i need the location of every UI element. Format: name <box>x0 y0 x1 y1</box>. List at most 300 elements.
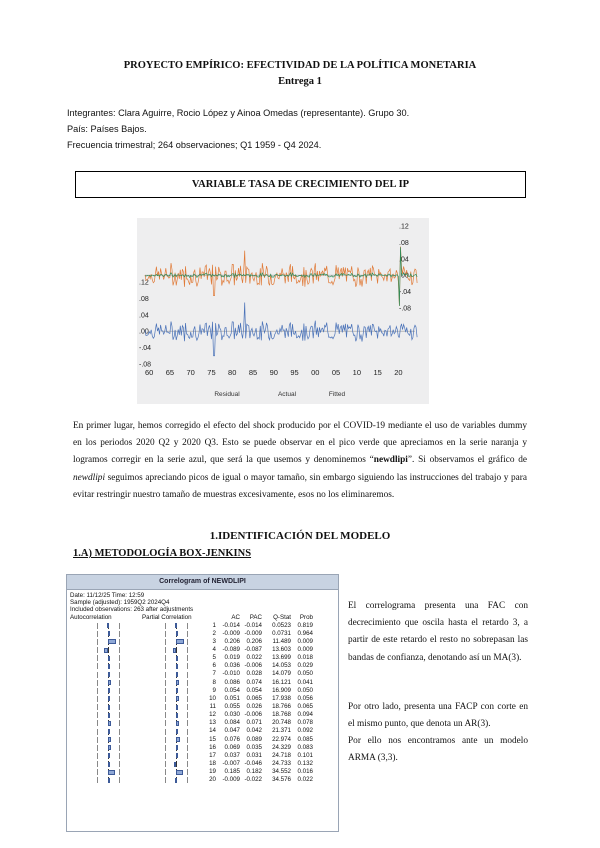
partial-correlation-bar-cell <box>142 646 216 654</box>
subsection-1a-title: 1.A) METODOLOGÍA BOX-JENKINS <box>73 548 252 559</box>
confidence-band-left <box>165 631 166 637</box>
correlogram-header-row <box>70 614 338 622</box>
prob-value: 0.018 <box>297 654 313 662</box>
pac-bar <box>176 631 178 636</box>
right-axis-tick: .12 <box>399 223 409 231</box>
confidence-band-left <box>165 720 166 726</box>
qstat-value: 17.938 <box>272 694 291 702</box>
arma-conclusion: Por ello nos encontramos ante un modelo ARMA (3,3). <box>348 736 528 764</box>
prob-value: 0.092 <box>297 727 313 735</box>
ac-value: -0.009 <box>222 629 240 637</box>
qstat-value: 14.079 <box>272 670 291 678</box>
confidence-band-right <box>187 720 188 726</box>
confidence-band-left <box>97 688 98 694</box>
pac-bar <box>176 713 178 718</box>
partial-correlation-bar-cell <box>142 654 216 662</box>
autocorrelation-bar-cell <box>70 711 142 719</box>
lag-cell: 3 <box>212 637 216 645</box>
right-axis-tick: -.08 <box>399 305 412 313</box>
qstat-value: 16.121 <box>272 678 291 686</box>
lag-cell: 8 <box>212 678 216 686</box>
qstat-value: 13.603 <box>272 646 291 654</box>
pac-bar <box>176 753 178 758</box>
pac-bar <box>176 656 178 661</box>
autocorrelation-bar-cell <box>70 776 142 784</box>
x-axis-tick: 05 <box>331 368 341 377</box>
correlogram-row <box>70 768 338 776</box>
confidence-band-left <box>97 672 98 678</box>
pac-bar <box>176 688 178 693</box>
members-line: Integrantes: Clara Aguirre, Rocio López y Ainoa Omedas (representante). Grupo 30. <box>67 108 410 118</box>
ac-value: 0.036 <box>224 662 240 670</box>
left-axis-tick: -.08 <box>139 361 152 369</box>
confidence-band-left <box>97 663 98 669</box>
confidence-band-right <box>187 631 188 637</box>
confidence-band-right <box>187 680 188 686</box>
confidence-band-right <box>187 639 188 645</box>
x-axis-tick: 80 <box>228 368 237 377</box>
partial-correlation-bar-cell <box>142 671 216 679</box>
confidence-band-right <box>119 672 120 678</box>
pac-value: 0.028 <box>246 670 262 678</box>
qstat-value: 11.489 <box>272 637 291 645</box>
prob-value: 0.085 <box>297 735 313 743</box>
autocorrelation-bar-cell <box>70 695 142 703</box>
pac-value: -0.006 <box>244 662 262 670</box>
lag-cell: 2 <box>212 629 216 637</box>
pac-bar <box>176 639 184 644</box>
lag-cell: 6 <box>212 662 216 670</box>
confidence-band-right <box>119 777 120 783</box>
x-axis-tick: 75 <box>207 368 216 377</box>
correlogram-row <box>70 719 338 727</box>
correlogram-row <box>70 736 338 744</box>
section-1-title: 1.IDENTIFICACIÓN DEL MODELO <box>209 530 391 542</box>
lag-cell: 18 <box>209 760 216 767</box>
ac-bar <box>107 623 109 628</box>
autocorrelation-bar-cell <box>70 654 142 662</box>
autocorrelation-bar-cell <box>70 638 142 646</box>
confidence-band-left <box>97 623 98 629</box>
header-qstat: Q-Stat <box>273 613 291 621</box>
legend-residual: Residual <box>214 391 240 398</box>
qstat-value: 21.371 <box>272 727 291 735</box>
newdlipi-italic: newdlipi <box>73 472 106 483</box>
confidence-band-right <box>119 631 120 637</box>
confidence-band-right <box>187 688 188 694</box>
lag-cell: 4 <box>212 646 216 654</box>
qstat-value: 24.329 <box>272 743 291 751</box>
lag-cell: 16 <box>209 743 216 751</box>
ac-bar <box>108 770 115 775</box>
pac-value: 0.031 <box>246 751 262 759</box>
ac-value: -0.007 <box>222 760 240 767</box>
autocorrelation-bar-cell <box>70 719 142 727</box>
pac-bar <box>176 680 179 685</box>
correlogram-row <box>70 687 338 695</box>
autocorrelation-bar-cell <box>70 671 142 679</box>
confidence-band-left <box>165 753 166 759</box>
prob-value: 0.009 <box>297 637 313 645</box>
confidence-band-left <box>165 663 166 669</box>
prob-value: 0.041 <box>297 678 313 686</box>
lag-cell: 19 <box>209 768 216 776</box>
correlogram-row <box>70 679 338 687</box>
partial-correlation-bar-cell <box>142 679 216 687</box>
confidence-band-left <box>97 680 98 686</box>
ac-bar <box>108 745 111 750</box>
confidence-band-right <box>187 696 188 702</box>
ac-bar <box>108 688 110 693</box>
residual-series-line <box>145 303 417 356</box>
header-autocorrelation: Autocorrelation <box>70 613 112 621</box>
confidence-band-right <box>119 696 120 702</box>
correlogram-row <box>70 744 338 752</box>
x-axis-tick: 95 <box>290 368 299 377</box>
correlogram-title: Correlogram of NEWDLIPI <box>67 575 338 590</box>
confidence-band-left <box>165 672 166 678</box>
correlogram-row <box>70 752 338 760</box>
ac-value: 0.086 <box>224 678 240 686</box>
pac-value: 0.022 <box>246 654 262 662</box>
partial-correlation-bar-cell <box>142 711 216 719</box>
confidence-band-right <box>187 753 188 759</box>
lag-cell: 20 <box>209 776 216 784</box>
ac-bar <box>108 705 110 710</box>
ac-bar <box>108 639 116 644</box>
variable-section-box: VARIABLE TASA DE CRECIMIENTO DEL IP <box>75 171 526 198</box>
ac-value: 0.054 <box>224 686 240 694</box>
correlogram-explanation: El correlograma presenta una FAC con decrecimiento que oscila hasta el retardo 3, a partir de este retardo el resto no sobrepasan las bandas de confianza, denotando así un MA(3). <box>348 601 528 663</box>
prob-value: 0.078 <box>297 719 313 727</box>
autocorrelation-bar-cell <box>70 662 142 670</box>
fitted-series-line <box>145 247 417 306</box>
partial-correlation-bar-cell <box>142 744 216 752</box>
confidence-band-left <box>97 737 98 743</box>
ac-value: 0.030 <box>224 711 240 719</box>
confidence-band-right <box>119 663 120 669</box>
correlogram-date: Date: 11/12/25 Time: 12:59 <box>70 592 145 599</box>
autocorrelation-bar-cell <box>70 760 142 768</box>
partial-correlation-bar-cell <box>142 638 216 646</box>
correlogram-row <box>70 703 338 711</box>
confidence-band-left <box>97 720 98 726</box>
confidence-band-right <box>119 680 120 686</box>
autocorrelation-bar-cell <box>70 752 142 760</box>
qstat-value: 0.0731 <box>272 629 291 637</box>
prob-value: 0.819 <box>297 621 313 629</box>
correlogram-rows <box>67 622 338 785</box>
confidence-band-left <box>97 639 98 645</box>
header-ac: AC <box>231 613 240 621</box>
ac-bar <box>108 656 110 661</box>
x-axis-tick: 20 <box>394 368 403 377</box>
prob-value: 0.056 <box>297 694 313 702</box>
autocorrelation-bar-cell <box>70 703 142 711</box>
confidence-band-right <box>187 647 188 653</box>
correlogram-row <box>70 727 338 735</box>
country-line: País: Países Bajos. <box>67 124 147 134</box>
legend-fitted: Fitted <box>328 391 346 398</box>
pac-value: 0.065 <box>246 694 262 702</box>
header-pac: PAC <box>249 613 262 621</box>
qstat-value: 18.768 <box>272 711 291 719</box>
prob-value: 0.101 <box>297 751 313 759</box>
ac-bar <box>108 680 111 685</box>
prob-value: 0.050 <box>297 670 313 678</box>
confidence-band-left <box>97 712 98 718</box>
partial-correlation-bar-cell <box>142 622 216 630</box>
partial-correlation-bar-cell <box>142 752 216 760</box>
correlogram-row <box>70 711 338 719</box>
confidence-band-left <box>97 729 98 735</box>
prob-value: 0.094 <box>297 711 313 719</box>
correlogram-row <box>70 760 338 768</box>
confidence-band-right <box>119 704 120 710</box>
qstat-value: 20.748 <box>272 719 291 727</box>
frequency-line: Frecuencia trimestral; 264 observaciones; Q1 1959 - Q4 2024. <box>67 140 322 150</box>
pac-value: -0.014 <box>244 621 262 629</box>
x-axis-tick: 60 <box>144 368 154 377</box>
ac-bar <box>108 631 110 636</box>
lag-cell: 10 <box>209 694 216 702</box>
pac-value: 0.089 <box>246 735 262 743</box>
right-axis-tick: .04 <box>399 256 409 264</box>
confidence-band-left <box>165 704 166 710</box>
intro-text-2: ”. Si observamos el gráfico de <box>407 455 527 466</box>
correlogram-row <box>70 662 338 670</box>
qstat-value: 34.552 <box>272 768 291 776</box>
prob-value: 0.050 <box>297 686 313 694</box>
confidence-band-right <box>187 737 188 743</box>
pac-value: 0.026 <box>246 703 262 711</box>
left-axis-tick: -.04 <box>139 345 152 353</box>
confidence-band-right <box>119 655 120 661</box>
ac-value: 0.037 <box>224 751 240 759</box>
ac-value: -0.014 <box>222 621 240 629</box>
autocorrelation-bar-cell <box>70 687 142 695</box>
confidence-band-right <box>119 712 120 718</box>
lag-cell: 13 <box>209 719 216 727</box>
confidence-band-left <box>165 769 166 775</box>
partial-correlation-bar-cell <box>142 630 216 638</box>
pac-value: 0.042 <box>246 727 262 735</box>
pac-bar <box>176 729 178 734</box>
lag-cell: 17 <box>209 751 216 759</box>
correlogram-sample: Sample (adjusted): 1959Q2 2024Q4 <box>70 599 170 607</box>
correlogram-meta <box>67 592 338 614</box>
confidence-band-left <box>165 777 166 783</box>
autocorrelation-bar-cell <box>70 622 142 630</box>
x-axis-tick: 10 <box>352 368 362 377</box>
confidence-band-right <box>119 623 120 629</box>
correlogram-row <box>70 646 338 654</box>
document-subtitle: Entrega 1 <box>278 76 322 87</box>
left-axis-tick: .12 <box>139 279 149 287</box>
x-axis-tick: 85 <box>248 368 258 377</box>
lag-cell: 11 <box>209 703 216 711</box>
lag-cell: 7 <box>212 670 216 678</box>
confidence-band-left <box>165 639 166 645</box>
pac-value: 0.054 <box>246 686 262 694</box>
left-axis-tick: .00 <box>139 328 149 336</box>
intro-text-3: seguimos apreciando picos de igual o mayor tamaño, sin embargo siguiendo las instrucciones del trabajo y para evitar restringir nuestro tamaño de muestras excesivamente, esos no los eliminaremos. <box>73 472 527 500</box>
partial-correlation-bar-cell <box>142 719 216 727</box>
ac-value: 0.051 <box>224 694 240 702</box>
zero-axis <box>176 647 177 653</box>
partial-correlation-bar-cell <box>142 736 216 744</box>
intro-text-1: En primer lugar, hemos corregido el efecto del shock producido por el COVID-19 mediante el uso de variables dummy en los periodos 2020 Q2 y 2020 Q3. Esto se puede observar en el pico verde que apreciamos en la serie naranja y logramos corregir en la serie azul, que será la que usemos y denominemos “ <box>73 421 527 466</box>
confidence-band-left <box>97 704 98 710</box>
prob-value: 0.964 <box>297 629 313 637</box>
lag-cell: 1 <box>212 621 216 629</box>
qstat-value: 16.909 <box>272 686 291 694</box>
confidence-band-left <box>165 655 166 661</box>
x-axis-tick: 90 <box>269 368 278 377</box>
lag-cell: 15 <box>209 735 216 743</box>
x-axis-tick: 00 <box>311 368 320 377</box>
zero-axis <box>108 647 109 653</box>
pac-value: 0.035 <box>246 743 262 751</box>
confidence-band-left <box>97 745 98 751</box>
confidence-band-left <box>97 655 98 661</box>
ac-bar <box>108 721 111 726</box>
partial-correlation-bar-cell <box>142 687 216 695</box>
confidence-band-right <box>119 729 120 735</box>
correlogram-row <box>70 622 338 630</box>
header-partial-correlation: Partial Correlation <box>142 613 192 621</box>
ac-bar <box>108 762 110 767</box>
autocorrelation-bar-cell <box>70 744 142 752</box>
pac-value: -0.046 <box>244 760 262 767</box>
pac-bar <box>176 705 178 710</box>
confidence-band-right <box>119 647 120 653</box>
legend-actual: Actual <box>277 391 297 398</box>
autocorrelation-bar-cell <box>70 630 142 638</box>
confidence-band-right <box>119 753 120 759</box>
x-axis-tick: 65 <box>165 368 175 377</box>
confidence-band-right <box>119 688 120 694</box>
correlogram-row <box>70 630 338 638</box>
partial-correlation-bar-cell <box>142 760 216 768</box>
qstat-value: 24.718 <box>272 751 291 759</box>
actual-series-line <box>145 247 417 306</box>
confidence-band-right <box>119 639 120 645</box>
ac-bar <box>108 778 110 783</box>
confidence-band-right <box>119 737 120 743</box>
confidence-band-left <box>97 777 98 783</box>
pac-value: 0.182 <box>246 768 262 776</box>
pac-bar <box>176 664 178 669</box>
pac-bar <box>176 721 179 726</box>
chart-svg <box>137 218 429 404</box>
confidence-band-left <box>97 647 98 653</box>
left-axis-tick: .04 <box>139 312 149 320</box>
confidence-band-right <box>187 712 188 718</box>
pac-bar <box>173 648 176 653</box>
pac-bar <box>175 778 177 783</box>
autocorrelation-bar-cell <box>70 728 142 736</box>
confidence-band-left <box>165 745 166 751</box>
facp-explanation: Por otro lado, presenta una FACP con corte en el mismo punto, que denota un AR(3). <box>348 702 528 730</box>
ac-bar <box>108 696 110 701</box>
newdlipi-bold: newdlipi <box>373 455 408 466</box>
prob-value: 0.022 <box>297 776 313 784</box>
partial-correlation-bar-cell <box>142 695 216 703</box>
confidence-band-left <box>165 737 166 743</box>
ac-bar <box>108 753 110 758</box>
autocorrelation-bar-cell <box>70 679 142 687</box>
qstat-value: 22.974 <box>272 735 291 743</box>
x-axis-tick: 70 <box>186 368 195 377</box>
pac-bar <box>176 745 178 750</box>
autocorrelation-bar-cell <box>70 736 142 744</box>
confidence-band-left <box>165 647 166 653</box>
confidence-band-left <box>97 696 98 702</box>
confidence-band-left <box>165 729 166 735</box>
correlogram-obs: Included observations: 263 after adjustments <box>70 606 194 614</box>
confidence-band-right <box>187 777 188 783</box>
prob-value: 0.009 <box>297 646 313 654</box>
confidence-band-left <box>97 761 98 767</box>
right-axis-tick: -.04 <box>399 289 412 297</box>
qstat-value: 14.053 <box>272 662 291 670</box>
ac-value: -0.089 <box>222 646 240 654</box>
prob-value: 0.016 <box>297 768 313 776</box>
prob-value: 0.029 <box>297 662 313 670</box>
partial-correlation-bar-cell <box>142 768 216 776</box>
lag-cell: 9 <box>212 686 216 694</box>
correlogram-row <box>70 670 338 678</box>
right-axis-tick: .08 <box>399 239 409 247</box>
confidence-band-left <box>165 696 166 702</box>
ac-bar <box>108 737 111 742</box>
qstat-value: 13.699 <box>272 654 291 662</box>
pac-value: 0.206 <box>246 637 262 645</box>
confidence-band-right <box>119 769 120 775</box>
confidence-band-left <box>165 688 166 694</box>
prob-value: 0.065 <box>297 703 313 711</box>
intro-paragraph <box>73 418 527 504</box>
ac-bar <box>108 664 110 669</box>
correlogram-row <box>70 638 338 646</box>
qstat-value: 18.766 <box>272 703 291 711</box>
ac-value: -0.010 <box>222 670 240 678</box>
pac-value: 0.074 <box>246 678 262 686</box>
confidence-band-right <box>119 720 120 726</box>
partial-correlation-bar-cell <box>142 728 216 736</box>
ac-value: -0.009 <box>222 776 240 784</box>
pac-bar <box>175 623 177 628</box>
x-axis-tick: 15 <box>373 368 382 377</box>
autocorrelation-bar-cell <box>70 646 142 654</box>
ac-bar <box>104 648 108 653</box>
confidence-band-right <box>187 672 188 678</box>
confidence-band-right <box>187 761 188 767</box>
confidence-band-left <box>97 769 98 775</box>
ac-value: 0.206 <box>224 637 240 645</box>
confidence-band-right <box>187 745 188 751</box>
pac-bar <box>176 737 180 742</box>
lag-cell: 5 <box>212 654 216 662</box>
lag-cell: 12 <box>209 711 216 719</box>
ac-bar <box>108 672 110 677</box>
confidence-band-left <box>165 712 166 718</box>
qstat-value: 34.576 <box>272 776 291 784</box>
ac-value: 0.047 <box>224 727 240 735</box>
ac-bar <box>108 713 110 718</box>
partial-correlation-bar-cell <box>142 703 216 711</box>
